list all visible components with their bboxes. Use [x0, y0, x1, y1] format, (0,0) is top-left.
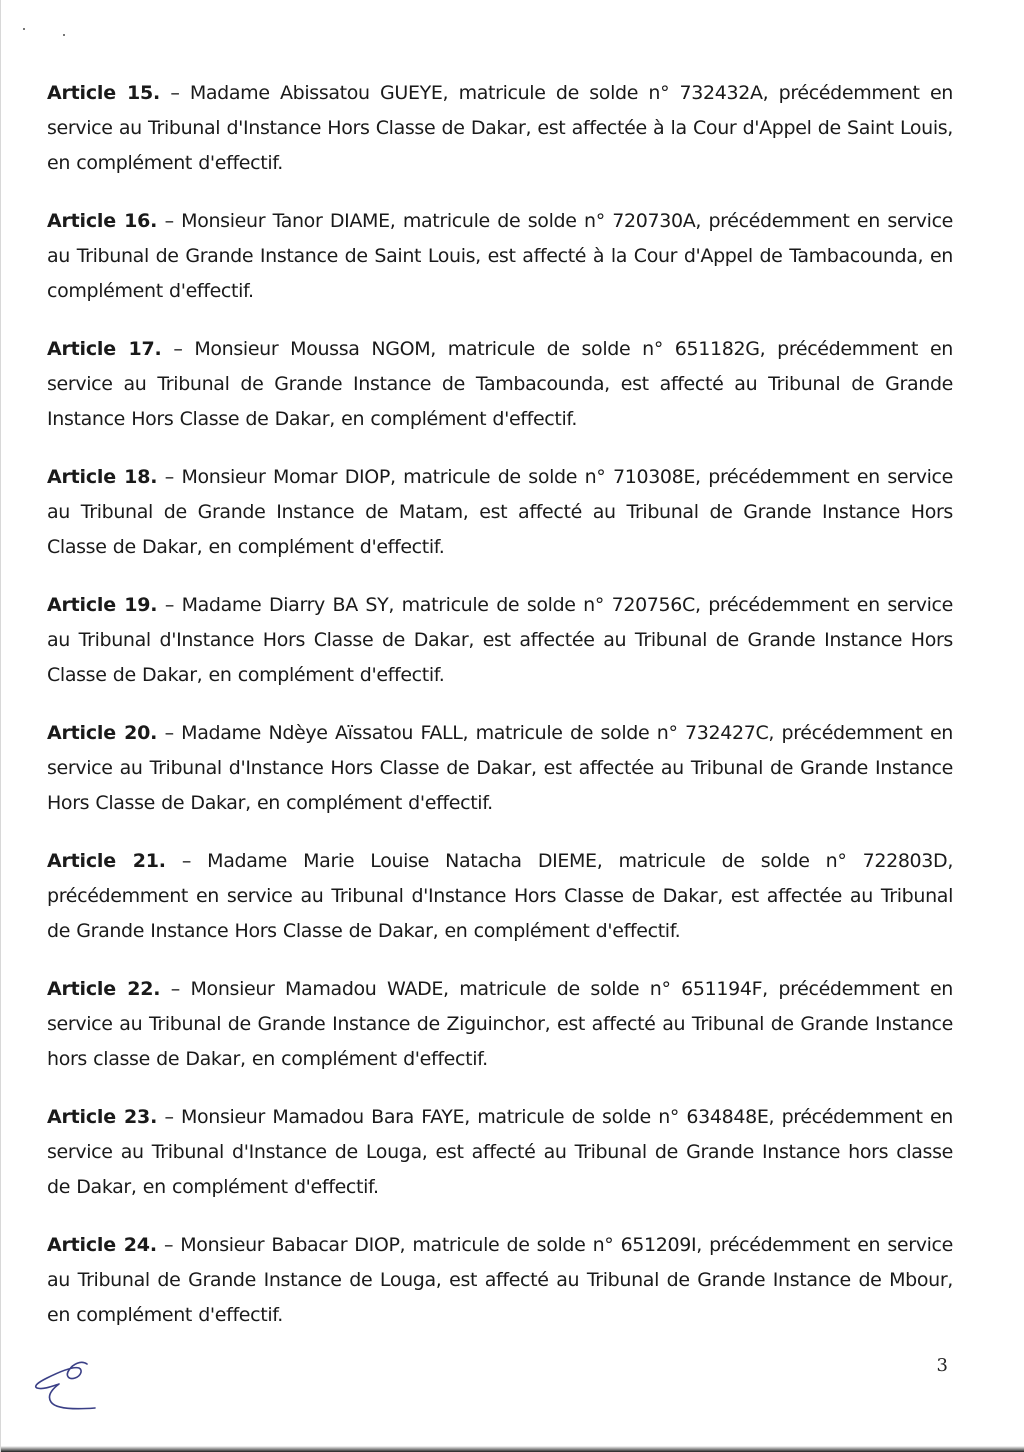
article-label: Article 24. [47, 1234, 157, 1256]
article-19 [47, 588, 953, 695]
page-number: 3 [936, 1355, 948, 1376]
scan-speck [63, 34, 65, 36]
articles-list [47, 76, 953, 1356]
article-20 [47, 716, 953, 823]
article-21 [47, 844, 953, 951]
article-24 [47, 1228, 953, 1335]
article-label: Article 19. [47, 594, 158, 616]
article-text: – Monsieur Babacar DIOP, matricule de solde n° 651209I, précédemment en service au Tribunal de Grande Instance de Louga, est affecté au Tribunal de Grande Instance de Mbour, en complément d'effectif. [47, 1234, 953, 1326]
article-18 [47, 460, 953, 567]
article-text: – Monsieur Mamadou Bara FAYE, matricule de solde n° 634848E, précédemment en service au Tribunal d'Instance de Louga, est affecté au Tribunal de Grande Instance hors classe de Dakar, en complément d'effectif. [47, 1106, 953, 1198]
article-text: – Monsieur Moussa NGOM, matricule de solde n° 651182G, précédemment en service au Tribunal de Grande Instance de Tambacounda, est affecté au Tribunal de Grande Instance Hors Classe de Dakar, en complément d'effectif. [47, 338, 953, 430]
article-text: – Monsieur Mamadou WADE, matricule de solde n° 651194F, précédemment en service au Tribunal de Grande Instance de Ziguinchor, est affecté au Tribunal de Grande Instance hors classe de Dakar, en complément d'effectif. [47, 978, 953, 1070]
article-16 [47, 204, 953, 311]
article-15 [47, 76, 953, 183]
article-label: Article 20. [47, 722, 158, 744]
article-label: Article 17. [47, 338, 162, 360]
scan-speck [23, 28, 25, 30]
article-text: – Madame Marie Louise Natacha DIEME, matricule de solde n° 722803D, précédemment en service au Tribunal d'Instance Hors Classe de Dakar, est affectée au Tribunal de Grande Instance Hors Classe de Dakar, en complément d'effectif. [47, 850, 953, 942]
article-text: – Monsieur Tanor DIAME, matricule de solde n° 720730A, précédemment en service au Tribunal de Grande Instance de Saint Louis, est affecté à la Cour d'Appel de Tambacounda, en complément d'effectif. [47, 210, 953, 302]
initials-signature [29, 1358, 103, 1414]
article-23 [47, 1100, 953, 1207]
article-label: Article 18. [47, 466, 158, 488]
article-label: Article 22. [47, 978, 161, 1000]
article-label: Article 23. [47, 1106, 158, 1128]
article-text: – Madame Ndèye Aïssatou FALL, matricule de solde n° 732427C, précédemment en service au Tribunal d'Instance Hors Classe de Dakar, est affectée au Tribunal de Grande Instance Hors Classe de Dakar, en complément d'effectif. [47, 722, 953, 814]
article-label: Article 21. [47, 850, 166, 872]
article-text: – Monsieur Momar DIOP, matricule de solde n° 710308E, précédemment en service au Tribunal de Grande Instance de Matam, est affecté au Tribunal de Grande Instance Hors Classe de Dakar, en complément d'effectif. [47, 466, 953, 558]
article-text: – Madame Diarry BA SY, matricule de solde n° 720756C, précédemment en service au Tribunal d'Instance Hors Classe de Dakar, est affectée au Tribunal de Grande Instance Hors Classe de Dakar, en complément d'effectif. [47, 594, 953, 686]
article-17 [47, 332, 953, 439]
article-text: – Madame Abissatou GUEYE, matricule de solde n° 732432A, précédemment en service au Tribunal d'Instance Hors Classe de Dakar, est affectée à la Cour d'Appel de Saint Louis, en complément d'effectif. [47, 82, 953, 174]
article-22 [47, 972, 953, 1079]
article-label: Article 15. [47, 82, 161, 104]
scan-bottom-edge [1, 1446, 1024, 1452]
article-label: Article 16. [47, 210, 158, 232]
